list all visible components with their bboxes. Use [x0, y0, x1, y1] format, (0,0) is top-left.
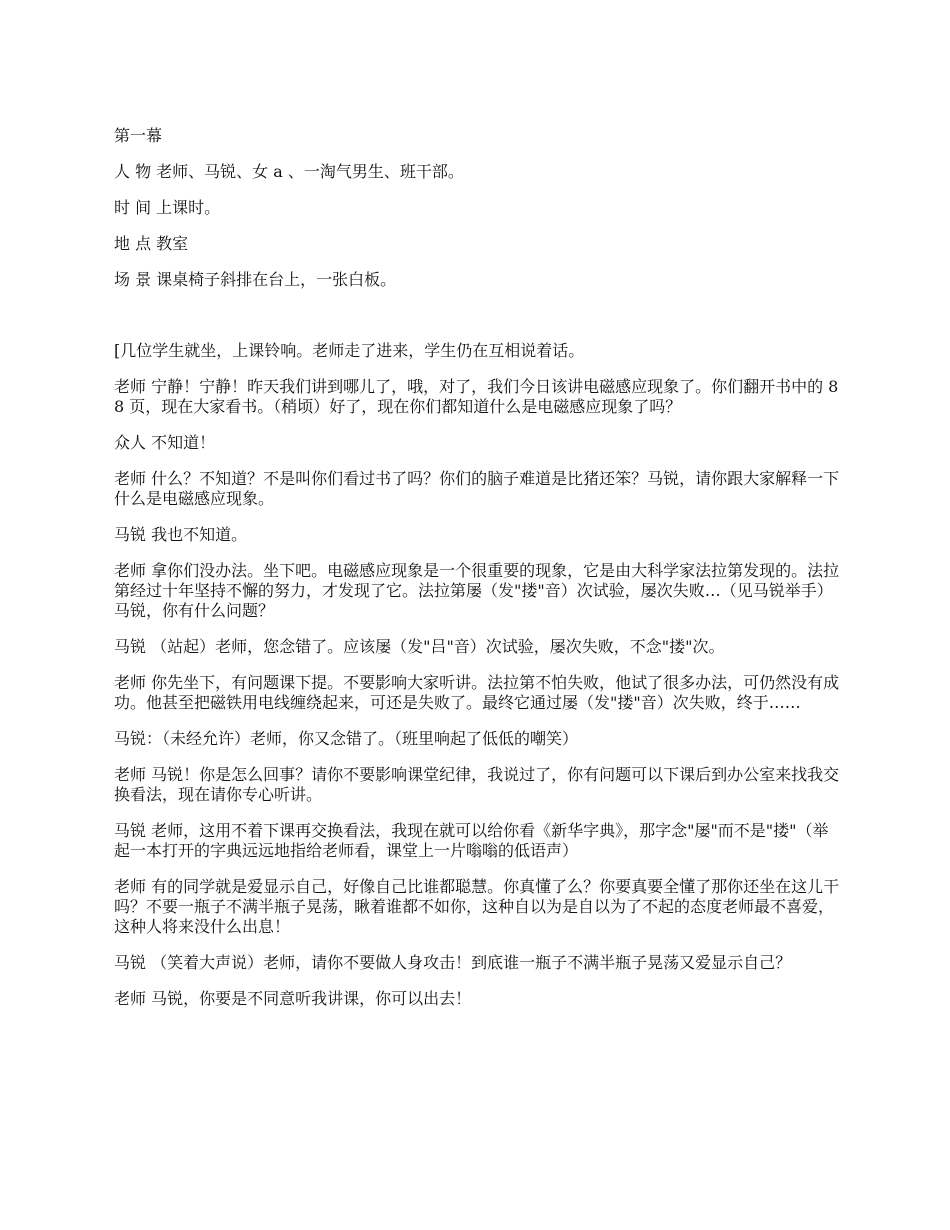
dialogue-line: 老师 有的同学就是爱显示自己，好像自己比谁都聪慧。你真懂了么？你要真要全懂了那你还坐在这儿干吗？不要一瓶子不满半瓶子晃荡，瞅着谁都不如你，这种自以为是自以为了不起的态度老师最不喜爱，这种人将来没什么出息！ — [114, 877, 840, 936]
dialogue-line: 马锐 （站起）老师，您念错了。应该屡（发"吕"音）次试验，屡次失败，不念"搂"次。 — [114, 637, 725, 656]
location-line: 地 点 教室 — [114, 234, 189, 253]
act-title: 第一幕 — [114, 126, 163, 145]
dialogue-line: 老师 马锐，你要是不同意听我讲课，你可以出去！ — [114, 989, 472, 1008]
time-line: 时 间 上课时。 — [114, 198, 221, 217]
characters-line: 人 物 老师、马锐、女 a 、一淘气男生、班干部。 — [114, 162, 464, 181]
scene-line: 场 景 课桌椅子斜排在台上，一张白板。 — [114, 270, 397, 289]
dialogue-line: 老师 什么？不知道？不是叫你们看过书了吗？你们的脑子难道是比猪还笨？马锐，请你跟大家解释一下什么是电磁感应现象。 — [114, 469, 840, 508]
section-gap — [114, 306, 844, 341]
stage-direction: [几位学生就坐，上课铃响。老师走了进来，学生仍在互相说着话。 — [114, 341, 585, 360]
dialogue-line: 马锐 老师，这用不着下课再交换看法，我现在就可以给你看《新华字典》，那字念"屡"而不是"搂"（举起一本打开的字典远远地指给老师看，课堂上一片嗡嗡的低语声） — [114, 821, 829, 860]
dialogue-line: 老师 马锐！你是怎么回事？请你不要影响课堂纪律，我说过了，你有问题可以下课后到办公室来找我交换看法，现在请你专心听讲。 — [114, 765, 840, 804]
document-page — [114, 126, 844, 1025]
dialogue-line: 老师 你先坐下，有问题课下提。不要影响大家听讲。法拉第不怕失败，他试了很多办法，可仍然没有成功。他甚至把磁铁用电线缠绕起来，可还是失败了。最终它通过屡（发"搂"音）次失败，终于…… — [114, 673, 840, 712]
dialogue-line: 马锐：（未经允许）老师，你又念错了。（班里响起了低低的嘲笑） — [114, 729, 579, 748]
dialogue-line: 众人 不知道！ — [114, 433, 216, 452]
dialogue-line: 老师 宁静！宁静！昨天我们讲到哪儿了，哦，对了，我们今日该讲电磁感应现象了。你们翻开书中的 88 页，现在大家看书。（稍顷）好了，现在你们都知道什么是电磁感应现象了吗？ — [114, 377, 839, 416]
dialogue-line: 马锐 （笑着大声说）老师，请你不要做人身攻击！到底谁一瓶子不满半瓶子晃荡又爱显示自己？ — [114, 953, 792, 972]
dialogue-line: 马锐 我也不知道。 — [114, 525, 248, 544]
dialogue-line: 老师 拿你们没办法。坐下吧。电磁感应现象是一个很重要的现象，它是由大科学家法拉第发现的。法拉第经过十年坚持不懈的努力，才发现了它。法拉第屡（发"搂"音）次试验，屡次失败…（见马锐举手）马锐，你有什么问题？ — [114, 561, 840, 620]
